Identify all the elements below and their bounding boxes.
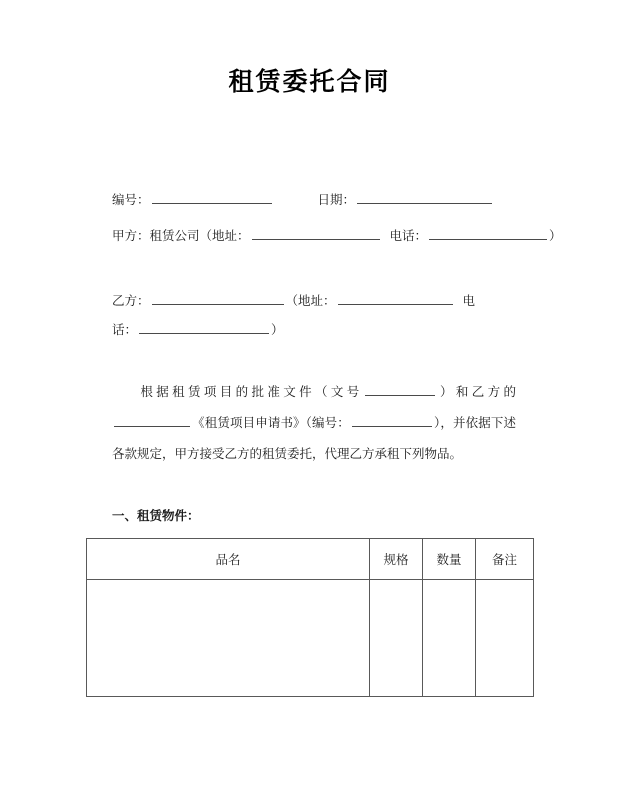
preamble-segment-4: ），并依据下述各款规定，甲方接受乙方的租赁委托，代理乙方承租下列物品。 <box>112 415 516 461</box>
number-label: 编号： <box>112 192 150 207</box>
number-input-blank[interactable] <box>152 190 272 204</box>
column-header-qty: 数量 <box>423 539 476 580</box>
application-date-blank[interactable] <box>114 413 190 427</box>
column-header-spec: 规格 <box>370 539 423 580</box>
section-heading-leased-items: 一、租赁物件： <box>112 508 200 523</box>
table-body <box>87 580 534 697</box>
party-a-phone-label: 电话： <box>389 228 428 243</box>
party-b-phone-suffix: 话： <box>112 322 138 337</box>
party-a-close-paren: ） <box>549 228 562 243</box>
party-b-address-blank[interactable] <box>338 291 453 305</box>
approval-doc-number-blank[interactable] <box>365 382 435 396</box>
contract-preamble-paragraph <box>112 376 516 469</box>
date-label: 日期： <box>317 192 356 207</box>
field-row-party-b-phone <box>112 320 284 339</box>
party-b-phone-blank[interactable] <box>139 320 269 334</box>
table-header <box>87 539 534 580</box>
page-title: 租赁委托合同 <box>228 67 391 96</box>
cell-name[interactable] <box>87 580 370 697</box>
party-b-close-paren: ） <box>271 322 284 337</box>
preamble-segment-3: 《租赁项目申请书》（编号： <box>192 415 350 430</box>
table-header-row <box>87 539 534 580</box>
party-a-address-blank[interactable] <box>252 226 380 240</box>
preamble-segment-2: ）和乙方的 <box>436 384 516 399</box>
field-row-party-b <box>112 291 475 310</box>
party-b-address-label: （地址： <box>285 293 336 308</box>
party-b-name-blank[interactable] <box>152 291 284 305</box>
party-a-label: 甲方：租赁公司（地址： <box>112 228 250 243</box>
column-header-note: 备注 <box>476 539 534 580</box>
application-number-blank[interactable] <box>352 413 432 427</box>
table-row <box>87 580 534 697</box>
column-header-name: 品名 <box>87 539 370 580</box>
cell-qty[interactable] <box>423 580 476 697</box>
cell-note[interactable] <box>476 580 534 697</box>
date-input-blank[interactable] <box>357 190 492 204</box>
party-b-phone-prefix: 电 <box>462 293 476 308</box>
preamble-segment-1: 根据租赁项目的批准文件（文号 <box>137 384 363 399</box>
cell-spec[interactable] <box>370 580 423 697</box>
field-row-number-date <box>112 190 494 209</box>
party-b-label: 乙方： <box>112 293 150 308</box>
leased-items-table <box>86 538 534 697</box>
party-a-phone-blank[interactable] <box>429 226 547 240</box>
field-row-party-a <box>112 226 562 245</box>
